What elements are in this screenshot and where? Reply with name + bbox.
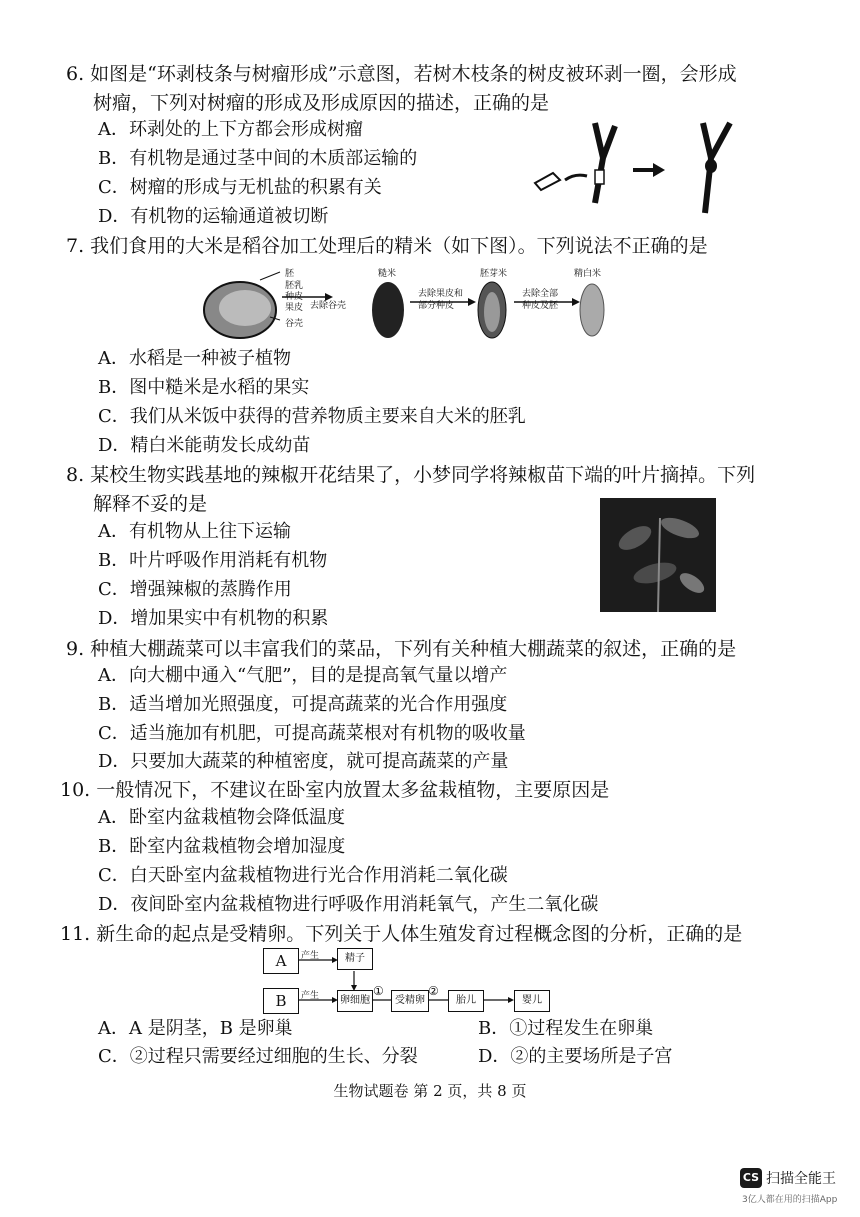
q9-option-c: C．适当施加有机肥，可提高蔬菜根对有机物的吸收量 (98, 723, 526, 744)
q6-option-a: A．环剥处的上下方都会形成树瘤 (98, 119, 363, 140)
q6-option-c: C．树瘤的形成与无机盐的积累有关 (98, 177, 382, 198)
watermark-tagline: 3亿人都在用的扫描App (742, 1195, 838, 1205)
label-peiru: 胚乳 (285, 281, 304, 291)
page-footer: 生物试题卷 第 2 页，共 8 页 (333, 1082, 527, 1100)
q8-option-c: C．增强辣椒的蒸腾作用 (98, 579, 292, 600)
node-fetus: 胎儿 (448, 990, 484, 1012)
q7-option-b: B．图中糙米是水稻的果实 (98, 377, 310, 398)
label-guke: 谷壳 (285, 319, 304, 329)
q10-option-a: A．卧室内盆栽植物会降低温度 (98, 807, 345, 828)
label-peiya: 胚芽米 (480, 269, 508, 279)
label-step3b: 种皮及胚 (522, 301, 559, 311)
label-jingbai: 精白米 (574, 269, 602, 279)
q7-option-a: A．水稻是一种被子植物 (98, 348, 291, 369)
q6-branch-illustration (525, 118, 745, 216)
step-1-label: ① (373, 984, 384, 998)
q8-option-d: D．增加果实中有机物的积累 (98, 608, 329, 629)
q9-stem: 9. 种植大棚蔬菜可以丰富我们的菜品，下列有关种植大棚蔬菜的叙述，正确的是 (66, 638, 737, 660)
node-b: B (263, 988, 299, 1014)
q6-stem-line2: 树瘤，下列对树瘤的形成及形成原因的描述，正确的是 (93, 92, 550, 114)
q6-option-d: D．有机物的运输通道被切断 (98, 206, 329, 227)
q11-option-a: A．A 是阴茎，B 是卵巢 (98, 1018, 293, 1039)
produce-label-1: 产生 (301, 951, 320, 961)
label-zhongpi: 种皮 (285, 292, 304, 302)
q7-option-d: D．精白米能萌发长成幼苗 (98, 435, 311, 456)
q9-option-d: D．只要加大蔬菜的种植密度，就可提高蔬菜的产量 (98, 751, 509, 772)
q9-option-b: B．适当增加光照强度，可提高蔬菜的光合作用强度 (98, 694, 508, 715)
q8-option-a: A．有机物从上往下运输 (98, 521, 291, 542)
q8-option-b: B．叶片呼吸作用消耗有机物 (98, 550, 328, 571)
step-2-label: ② (428, 984, 439, 998)
q11-option-b: B．①过程发生在卵巢 (478, 1018, 654, 1039)
q9-option-a: A．向大棚中通入“气肥”，目的是提高氧气量以增产 (98, 665, 508, 686)
produce-label-2: 产生 (301, 991, 320, 1001)
label-step2b: 部分种皮 (418, 301, 455, 311)
node-zygote: 受精卵 (391, 990, 429, 1012)
label-guopi: 果皮 (285, 303, 304, 313)
label-step1: 去除谷壳 (310, 301, 347, 311)
label-pei: 胚 (285, 269, 295, 279)
q10-option-b: B．卧室内盆栽植物会增加湿度 (98, 836, 346, 857)
q6-option-b: B．有机物是通过茎中间的木质部运输的 (98, 148, 418, 169)
node-baby: 婴儿 (514, 990, 550, 1012)
q8-stem-line2: 解释不妥的是 (93, 493, 208, 515)
q8-pepper-photo (600, 498, 716, 612)
q10-option-d: D．夜间卧室内盆栽植物进行呼吸作用消耗氧气，产生二氧化碳 (98, 894, 599, 915)
q11-stem: 11. 新生命的起点是受精卵。下列关于人体生殖发育过程概念图的分析，正确的是 (60, 923, 743, 945)
q10-option-c: C．白天卧室内盆栽植物进行光合作用消耗二氧化碳 (98, 865, 508, 886)
node-sperm: 精子 (337, 948, 373, 970)
label-cao: 糙米 (378, 269, 397, 279)
q7-stem: 7. 我们食用的大米是稻谷加工处理后的精米（如下图）。下列说法不正确的是 (66, 235, 708, 257)
q6-stem-line1: 6. 如图是“环剥枝条与树瘤形成”示意图，若树木枝条的树皮被环剥一圈，会形成 (66, 63, 737, 85)
q11-option-d: D．②的主要场所是子宫 (478, 1046, 673, 1067)
q10-stem: 10. 一般情况下，不建议在卧室内放置太多盆栽植物，主要原因是 (60, 779, 610, 801)
q11-option-c: C．②过程只需要经过细胞的生长、分裂 (98, 1046, 418, 1067)
camscanner-logo-icon: CS (740, 1168, 762, 1188)
label-step2a: 去除果皮和 (418, 289, 464, 299)
node-egg: 卵细胞 (337, 990, 373, 1012)
q8-stem-line1: 8. 某校生物实践基地的辣椒开花结果了，小梦同学将辣椒苗下端的叶片摘掉。下列 (66, 464, 756, 486)
label-step3a: 去除全部 (522, 289, 559, 299)
watermark-name: 扫描全能王 (766, 1171, 836, 1187)
node-a: A (263, 948, 299, 974)
q7-option-c: C．我们从米饭中获得的营养物质主要来自大米的胚乳 (98, 406, 526, 427)
